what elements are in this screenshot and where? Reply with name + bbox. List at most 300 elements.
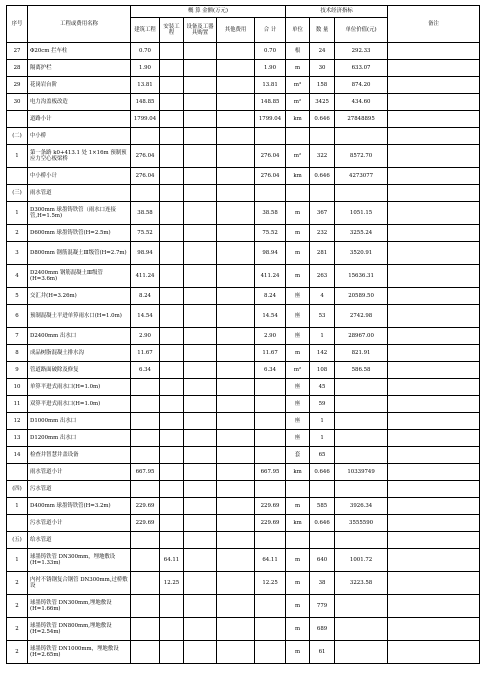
cell-remark [388, 202, 480, 225]
cell-installation [160, 362, 184, 379]
cell-construction: 11.67 [131, 345, 160, 362]
cell-other [217, 572, 255, 595]
table-row [7, 328, 480, 345]
cell-construction: 8.24 [131, 288, 160, 305]
table-row [7, 532, 480, 549]
cell-other [217, 595, 255, 618]
cell-equipment [184, 430, 217, 447]
cell-construction [131, 447, 160, 464]
cell-installation [160, 379, 184, 396]
cell-installation [160, 618, 184, 641]
cell-installation [160, 396, 184, 413]
cell-construction: 75.52 [131, 225, 160, 242]
cell-name: 球墨铸铁管 DN800mm,埋地敷设(H=2.54m) [28, 618, 131, 641]
cell-installation [160, 595, 184, 618]
cell-quantity: 38 [310, 572, 335, 595]
cell-seq: 3 [7, 242, 28, 265]
cell-equipment [184, 305, 217, 328]
cell-total: 0.70 [255, 43, 286, 60]
cell-construction [131, 379, 160, 396]
cell-unit-price: 1051.15 [335, 202, 388, 225]
cell-total [255, 430, 286, 447]
cell-equipment [184, 94, 217, 111]
cell-total: 12.25 [255, 572, 286, 595]
cell-remark [388, 379, 480, 396]
header-unit-price: 单位价值(元) [335, 18, 388, 43]
cell-unit [286, 185, 310, 202]
cell-unit-price: 27848895 [335, 111, 388, 128]
cell-name: Φ20cm 拦车柱 [28, 43, 131, 60]
cell-name: 检查井智慧井盖设备 [28, 447, 131, 464]
cell-equipment [184, 168, 217, 185]
table-row [7, 128, 480, 145]
cell-equipment [184, 532, 217, 549]
cell-other [217, 168, 255, 185]
cell-unit [286, 532, 310, 549]
cell-other [217, 185, 255, 202]
cell-other [217, 94, 255, 111]
cell-equipment [184, 464, 217, 481]
cell-installation [160, 185, 184, 202]
cell-construction: 2.90 [131, 328, 160, 345]
cell-quantity: 322 [310, 145, 335, 168]
cell-unit: m [286, 345, 310, 362]
cell-name: 管道路面破除及修复 [28, 362, 131, 379]
cell-unit: m [286, 595, 310, 618]
cell-equipment [184, 447, 217, 464]
cell-seq: 28 [7, 60, 28, 77]
table-row [7, 430, 480, 447]
cell-quantity: 585 [310, 498, 335, 515]
cell-equipment [184, 515, 217, 532]
cell-unit: 座 [286, 413, 310, 430]
table-row [7, 265, 480, 288]
cell-installation [160, 464, 184, 481]
cell-quantity [310, 532, 335, 549]
cell-unit-price: 3255.24 [335, 225, 388, 242]
cell-seq: 30 [7, 94, 28, 111]
cell-quantity: 281 [310, 242, 335, 265]
cell-unit-price [335, 413, 388, 430]
cell-remark [388, 430, 480, 447]
cell-construction [131, 396, 160, 413]
cell-installation [160, 447, 184, 464]
cell-unit: 座 [286, 328, 310, 345]
cell-installation [160, 532, 184, 549]
cell-construction: 276.04 [131, 145, 160, 168]
cell-unit-price: 3926.34 [335, 498, 388, 515]
cell-name: 双箅平进式雨水口(H=1.0m) [28, 396, 131, 413]
cell-remark [388, 641, 480, 664]
cell-name: 球墨铸铁管 DN300mm，埋地敷设(H=1.33m) [28, 549, 131, 572]
cell-total [255, 185, 286, 202]
cell-quantity: 263 [310, 265, 335, 288]
header-installation: 安装工程 [160, 18, 184, 43]
cell-seq: 14 [7, 447, 28, 464]
cell-seq: 7 [7, 328, 28, 345]
cell-equipment [184, 265, 217, 288]
cell-installation [160, 345, 184, 362]
cell-total [255, 396, 286, 413]
cell-total: 229.69 [255, 515, 286, 532]
table-row [7, 447, 480, 464]
cell-other [217, 641, 255, 664]
cell-unit-price [335, 481, 388, 498]
cell-other [217, 464, 255, 481]
cell-remark [388, 145, 480, 168]
cell-remark [388, 515, 480, 532]
cell-equipment [184, 641, 217, 664]
cell-other [217, 515, 255, 532]
cell-seq: 2 [7, 225, 28, 242]
cell-equipment [184, 345, 217, 362]
cell-total [255, 641, 286, 664]
cell-construction: 14.54 [131, 305, 160, 328]
cell-unit-price [335, 618, 388, 641]
cell-unit: m [286, 265, 310, 288]
cell-equipment [184, 328, 217, 345]
header-unit: 单位 [286, 18, 310, 43]
cell-remark [388, 532, 480, 549]
cell-construction: 1799.04 [131, 111, 160, 128]
cell-total [255, 447, 286, 464]
cell-seq: 9 [7, 362, 28, 379]
cell-quantity: 232 [310, 225, 335, 242]
table-row [7, 111, 480, 128]
cell-quantity: 142 [310, 345, 335, 362]
cell-name: D2400mm 钢筋混凝土Ⅲ级管(H=3.6m) [28, 265, 131, 288]
cell-installation [160, 515, 184, 532]
cell-other [217, 447, 255, 464]
table-row [7, 595, 480, 618]
table-row [7, 345, 480, 362]
cell-installation [160, 60, 184, 77]
cell-unit-price: 586.58 [335, 362, 388, 379]
cell-unit: 座 [286, 305, 310, 328]
cell-remark [388, 242, 480, 265]
cell-seq: 27 [7, 43, 28, 60]
header-other: 其他费用 [217, 18, 255, 43]
cell-remark [388, 362, 480, 379]
cell-name: 球墨铸铁管 DN1000mm，埋地敷设(H=2.65m) [28, 641, 131, 664]
cell-equipment [184, 481, 217, 498]
cell-name: 雨水管道小计 [28, 464, 131, 481]
table-row [7, 168, 480, 185]
cell-quantity: 59 [310, 396, 335, 413]
cell-unit: 座 [286, 379, 310, 396]
cell-other [217, 481, 255, 498]
table-row [7, 464, 480, 481]
cell-name: D300mm 球墨铸铁管（雨水口连接管,H=1.5m) [28, 202, 131, 225]
cell-unit: m² [286, 94, 310, 111]
cell-quantity: 779 [310, 595, 335, 618]
header-estimate-group: 概 算 金额(万元) [131, 6, 286, 18]
cell-seq: 2 [7, 572, 28, 595]
cell-construction: 1.90 [131, 60, 160, 77]
cell-name: 球墨铸铁管 DN300mm,埋地敷设(H=1.66m) [28, 595, 131, 618]
cell-unit: 座 [286, 396, 310, 413]
table-row [7, 641, 480, 664]
cell-seq: 1 [7, 145, 28, 168]
cell-other [217, 413, 255, 430]
cell-construction: 13.81 [131, 77, 160, 94]
cell-equipment [184, 549, 217, 572]
cell-remark [388, 265, 480, 288]
cell-total [255, 595, 286, 618]
cell-seq [7, 111, 28, 128]
cell-remark [388, 288, 480, 305]
cell-quantity: 0.646 [310, 111, 335, 128]
table-row [7, 515, 480, 532]
cell-equipment [184, 618, 217, 641]
cell-construction [131, 532, 160, 549]
cell-construction: 38.58 [131, 202, 160, 225]
cell-quantity: 689 [310, 618, 335, 641]
cell-unit [286, 481, 310, 498]
header-name: 工程或费用名称 [28, 6, 131, 43]
cell-installation [160, 265, 184, 288]
cell-unit-price: 28967.00 [335, 328, 388, 345]
cell-installation [160, 481, 184, 498]
cell-seq: 5 [7, 288, 28, 305]
table-row [7, 572, 480, 595]
cell-quantity: 3425 [310, 94, 335, 111]
cell-installation: 12.25 [160, 572, 184, 595]
cell-remark [388, 225, 480, 242]
cell-remark [388, 413, 480, 430]
cell-other [217, 43, 255, 60]
cell-name: 给水管道 [28, 532, 131, 549]
cell-other [217, 362, 255, 379]
cell-unit: m [286, 618, 310, 641]
cell-construction [131, 481, 160, 498]
cell-seq: 2 [7, 595, 28, 618]
cell-unit: m² [286, 145, 310, 168]
cell-quantity: 53 [310, 305, 335, 328]
cell-quantity [310, 185, 335, 202]
cell-total: 148.85 [255, 94, 286, 111]
cell-seq: (五) [7, 532, 28, 549]
cell-total: 1799.04 [255, 111, 286, 128]
cell-construction: 6.34 [131, 362, 160, 379]
cell-remark [388, 60, 480, 77]
cell-remark [388, 572, 480, 595]
cell-quantity: 0.646 [310, 464, 335, 481]
cell-name: D1200mm 出水口 [28, 430, 131, 447]
cell-equipment [184, 498, 217, 515]
cell-equipment [184, 413, 217, 430]
cell-unit-price: 3223.58 [335, 572, 388, 595]
cell-name: 花岗岩台阶 [28, 77, 131, 94]
cell-unit-price: 2742.98 [335, 305, 388, 328]
cell-installation [160, 43, 184, 60]
cell-quantity: 0.646 [310, 515, 335, 532]
cell-installation [160, 168, 184, 185]
cell-unit-price: 4273077 [335, 168, 388, 185]
cell-unit-price [335, 185, 388, 202]
cell-name: D600mm 球墨铸铁管(H=2.5m) [28, 225, 131, 242]
cell-remark [388, 447, 480, 464]
header-seq: 序号 [7, 6, 28, 43]
cell-total [255, 532, 286, 549]
cell-other [217, 305, 255, 328]
cell-construction [131, 572, 160, 595]
cell-quantity: 108 [310, 362, 335, 379]
cell-unit-price: 3520.91 [335, 242, 388, 265]
cell-equipment [184, 362, 217, 379]
cell-unit-price: 821.91 [335, 345, 388, 362]
cell-seq: 6 [7, 305, 28, 328]
cell-seq: 4 [7, 265, 28, 288]
cell-installation [160, 77, 184, 94]
cell-equipment [184, 111, 217, 128]
cell-total [255, 128, 286, 145]
cell-seq: (三) [7, 185, 28, 202]
cell-name: 单箅平进式雨水口(H=1.0m) [28, 379, 131, 396]
cell-equipment [184, 128, 217, 145]
cell-seq: 1 [7, 549, 28, 572]
table-row [7, 225, 480, 242]
cell-seq: (二) [7, 128, 28, 145]
cell-total [255, 481, 286, 498]
cell-installation: 64.11 [160, 549, 184, 572]
cell-unit-price [335, 430, 388, 447]
cell-construction: 411.24 [131, 265, 160, 288]
table-row [7, 362, 480, 379]
cell-other [217, 430, 255, 447]
cell-seq: 29 [7, 77, 28, 94]
cell-name: 第一条路 k0+413.1 处 1×16m 预制预应力空心板梁桥 [28, 145, 131, 168]
table-row [7, 77, 480, 94]
table-row [7, 396, 480, 413]
table-row [7, 413, 480, 430]
cell-construction: 229.69 [131, 498, 160, 515]
cell-construction: 0.70 [131, 43, 160, 60]
cell-unit-price [335, 641, 388, 664]
cell-equipment [184, 379, 217, 396]
cell-unit: m [286, 225, 310, 242]
cell-remark [388, 185, 480, 202]
cell-other [217, 498, 255, 515]
table-row [7, 288, 480, 305]
cell-construction [131, 595, 160, 618]
cell-total: 667.95 [255, 464, 286, 481]
header-total: 合 计 [255, 18, 286, 43]
cell-construction: 148.85 [131, 94, 160, 111]
cell-other [217, 549, 255, 572]
cell-seq: 1 [7, 202, 28, 225]
cell-unit-price: 434.60 [335, 94, 388, 111]
cell-equipment [184, 288, 217, 305]
cell-unit-price: 292.33 [335, 43, 388, 60]
cell-construction [131, 128, 160, 145]
cell-total: 11.67 [255, 345, 286, 362]
cell-remark [388, 111, 480, 128]
cell-equipment [184, 595, 217, 618]
cell-construction [131, 618, 160, 641]
cell-other [217, 60, 255, 77]
cell-equipment [184, 77, 217, 94]
table-row [7, 305, 480, 328]
cell-other [217, 345, 255, 362]
cell-unit: m³ [286, 77, 310, 94]
cell-other [217, 128, 255, 145]
cell-installation [160, 288, 184, 305]
cell-quantity: 30 [310, 60, 335, 77]
cell-quantity [310, 128, 335, 145]
cell-equipment [184, 396, 217, 413]
cell-construction [131, 185, 160, 202]
cell-unit-price: 20589.50 [335, 288, 388, 305]
cell-name: 成品树脂混凝土排水沟 [28, 345, 131, 362]
cell-remark [388, 328, 480, 345]
cell-equipment [184, 185, 217, 202]
header-remark: 备注 [388, 6, 480, 43]
cell-quantity: 1 [310, 413, 335, 430]
cell-unit-price [335, 447, 388, 464]
cell-construction [131, 641, 160, 664]
cell-remark [388, 77, 480, 94]
cell-seq: 8 [7, 345, 28, 362]
cell-seq: 2 [7, 618, 28, 641]
cell-name: D400mm 球墨铸铁管(H=3.2m) [28, 498, 131, 515]
cell-equipment [184, 145, 217, 168]
cell-construction: 667.95 [131, 464, 160, 481]
cell-installation [160, 305, 184, 328]
cell-unit: m [286, 242, 310, 265]
cell-unit-price [335, 379, 388, 396]
cell-remark [388, 345, 480, 362]
cell-unit-price [335, 128, 388, 145]
cell-total: 8.24 [255, 288, 286, 305]
cell-seq: 10 [7, 379, 28, 396]
table-row [7, 185, 480, 202]
table-row [7, 618, 480, 641]
table-row [7, 498, 480, 515]
table-row [7, 481, 480, 498]
cell-installation [160, 242, 184, 265]
cell-total: 276.04 [255, 145, 286, 168]
cell-unit-price: 3555590 [335, 515, 388, 532]
cell-other [217, 202, 255, 225]
cell-name: 预制混凝土平进单箅雨水口(H=1.0m) [28, 305, 131, 328]
table-row [7, 379, 480, 396]
cell-construction [131, 549, 160, 572]
cell-unit: 座 [286, 288, 310, 305]
cell-remark [388, 595, 480, 618]
cell-total: 98.94 [255, 242, 286, 265]
table-row [7, 43, 480, 60]
cell-other [217, 242, 255, 265]
cell-total: 13.81 [255, 77, 286, 94]
cell-equipment [184, 43, 217, 60]
cell-unit-price [335, 396, 388, 413]
table-body [7, 43, 480, 664]
table-row [7, 202, 480, 225]
cell-quantity: 61 [310, 641, 335, 664]
cell-unit-price: 874.20 [335, 77, 388, 94]
cell-construction: 229.69 [131, 515, 160, 532]
cell-unit: km [286, 168, 310, 185]
cell-remark [388, 305, 480, 328]
cell-unit: m [286, 60, 310, 77]
cell-quantity: 640 [310, 549, 335, 572]
cell-unit: m [286, 498, 310, 515]
cell-unit: m [286, 549, 310, 572]
cell-seq: 11 [7, 396, 28, 413]
cell-seq: (四) [7, 481, 28, 498]
cell-unit: m [286, 572, 310, 595]
